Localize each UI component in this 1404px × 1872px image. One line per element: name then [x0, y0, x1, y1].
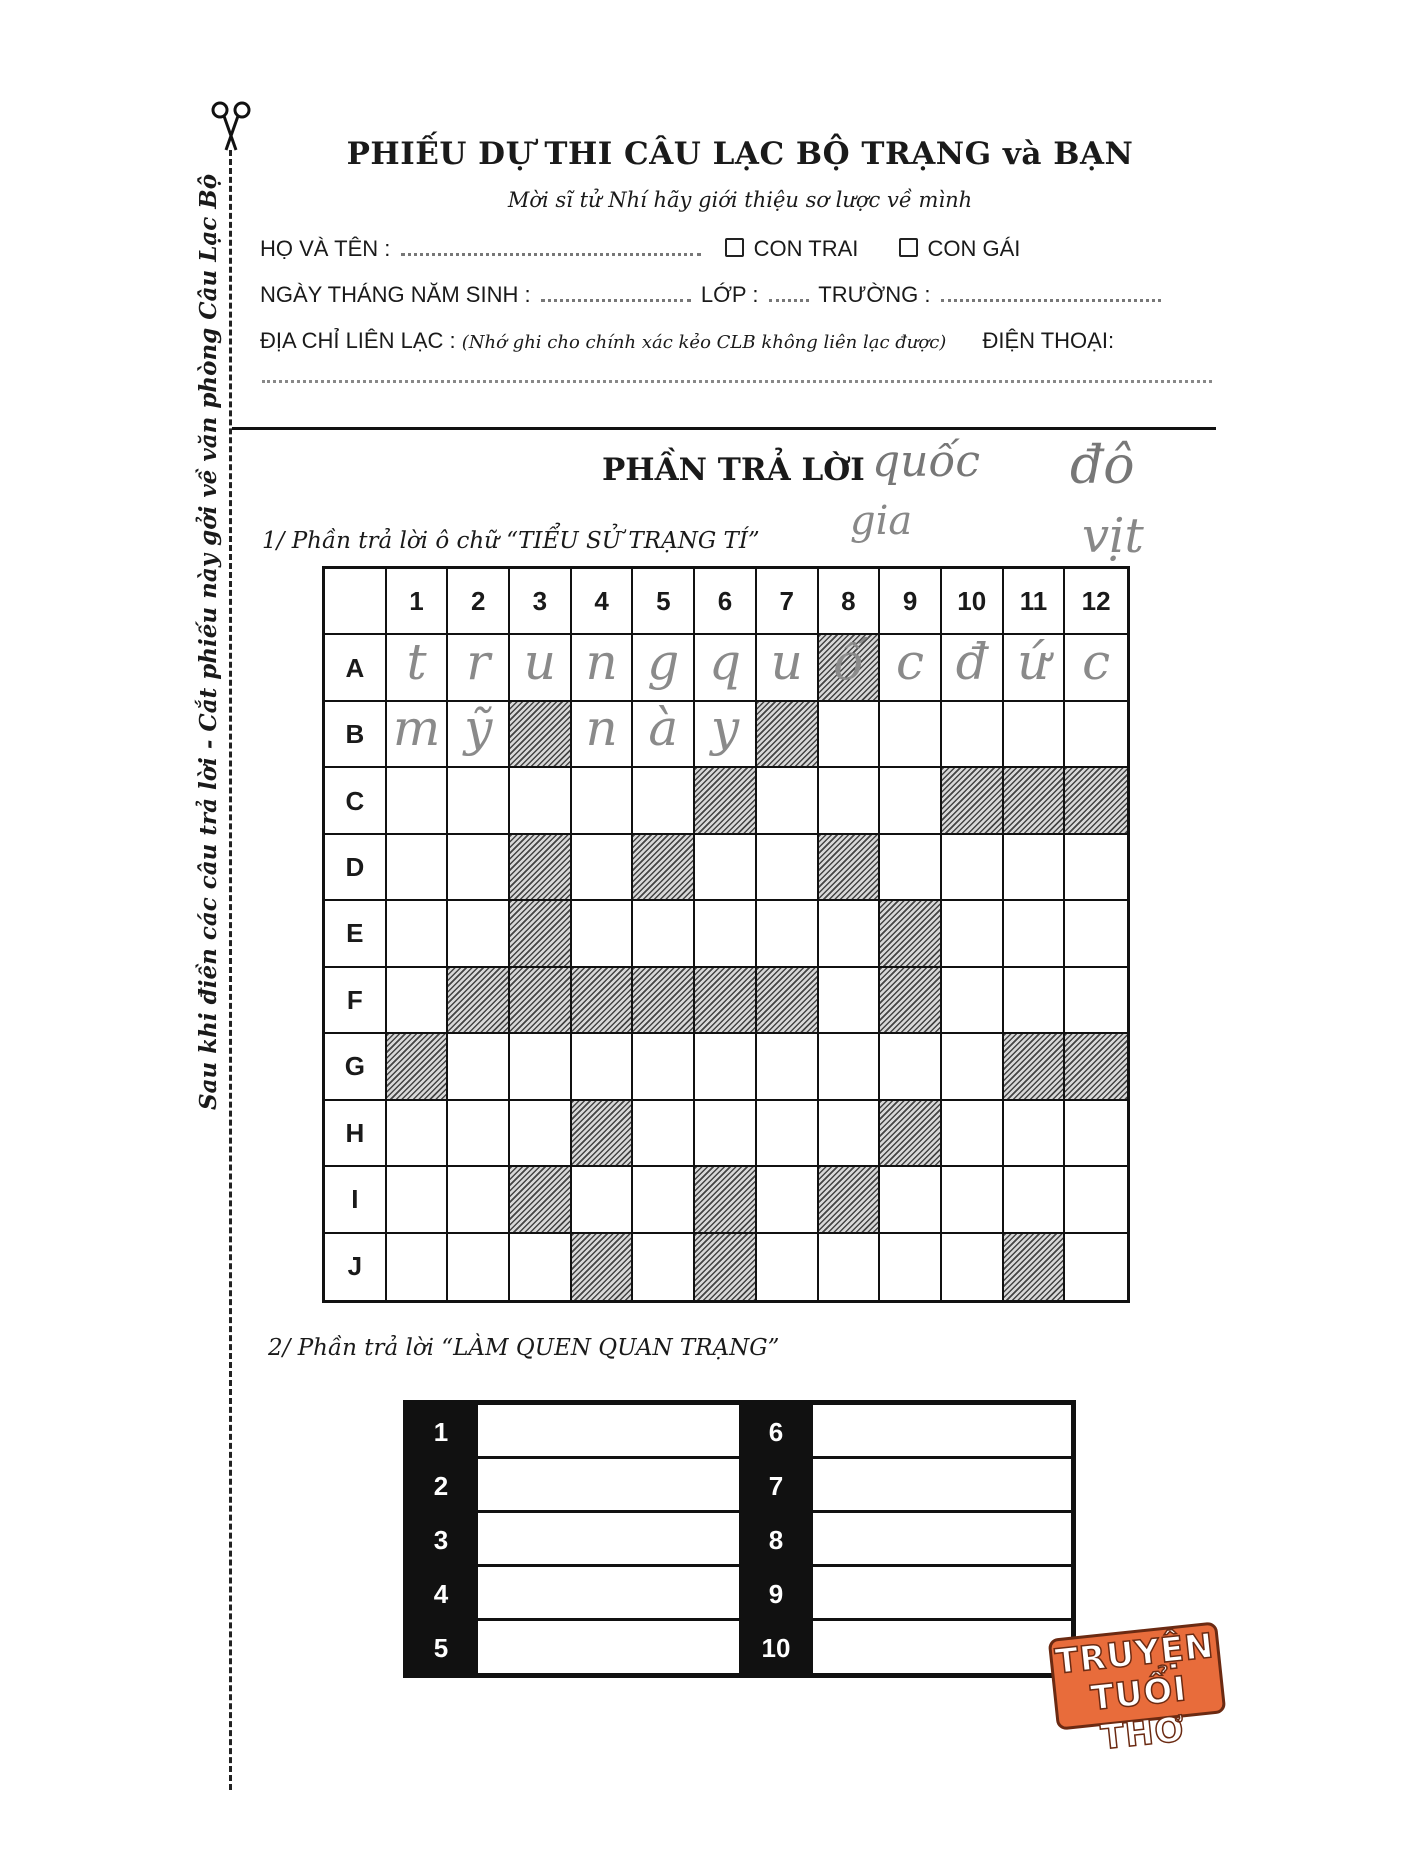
letter-cell[interactable]: [633, 1101, 695, 1167]
name-field[interactable]: [401, 239, 701, 256]
row-letter: C: [345, 785, 365, 816]
letter-cell[interactable]: [1004, 835, 1066, 901]
blocked-cell: [757, 968, 819, 1034]
row-letter: D: [345, 852, 365, 883]
column-number: 6: [717, 586, 733, 617]
letter-cell[interactable]: [1065, 835, 1127, 901]
row-letter: H: [345, 1117, 365, 1148]
quiz2-answer-1[interactable]: [476, 1403, 741, 1458]
blocked-cell: [448, 968, 510, 1034]
truyen-tuoi-tho-logo: [1048, 1621, 1227, 1758]
crossword-label: 1/ Phần trả lời ô chữ “TIỂU SỬ TRẠNG TÍ”: [262, 528, 760, 554]
letter-cell[interactable]: [880, 1234, 942, 1300]
quiz2-num: 1: [433, 1417, 449, 1447]
letter-cell[interactable]: [1004, 968, 1066, 1034]
column-header: [819, 569, 881, 635]
letter-cell[interactable]: [819, 1101, 881, 1167]
column-number: 8: [841, 586, 856, 617]
blocked-cell: [819, 1167, 881, 1233]
letter-cell[interactable]: [448, 1034, 510, 1100]
letter-cell[interactable]: [695, 835, 757, 901]
letter-cell[interactable]: [819, 702, 881, 768]
blocked-cell: [1065, 768, 1127, 834]
letter-cell[interactable]: [572, 901, 634, 967]
blocked-cell: [880, 1101, 942, 1167]
column-header: [942, 569, 1004, 635]
letter-cell[interactable]: [510, 632, 572, 701]
address-row: [260, 328, 1114, 354]
letter-cell[interactable]: [942, 1167, 1004, 1233]
letter-cell[interactable]: [1065, 968, 1127, 1034]
quiz2-num: 3: [433, 1525, 449, 1555]
quiz2-answer-3[interactable]: [476, 1511, 741, 1566]
letter-cell[interactable]: [1065, 702, 1127, 768]
letter-cell[interactable]: [448, 901, 510, 967]
letter-cell[interactable]: [510, 1234, 572, 1300]
row-letter: B: [345, 719, 365, 750]
quiz2-num: 6: [768, 1417, 784, 1447]
blocked-cell: [633, 835, 695, 901]
letter-cell[interactable]: [510, 768, 572, 834]
column-header: [880, 569, 942, 635]
quiz2-answer-4[interactable]: [476, 1565, 741, 1620]
letter-cell[interactable]: [1065, 1167, 1127, 1233]
column-number: 7: [779, 586, 794, 617]
girl-label: CON GÁI: [927, 236, 1021, 261]
class-label: LỚP :: [700, 282, 759, 307]
handwritten-letter: r: [466, 632, 491, 691]
row-header: [325, 901, 387, 967]
birth-label: NGÀY THÁNG NĂM SINH :: [260, 282, 531, 307]
section-divider: [232, 427, 1216, 430]
letter-cell[interactable]: [572, 768, 634, 834]
row-header: [325, 702, 387, 768]
letter-cell[interactable]: [1004, 901, 1066, 967]
letter-cell[interactable]: [1004, 702, 1066, 768]
letter-cell[interactable]: [572, 1034, 634, 1100]
row-letter: J: [347, 1250, 363, 1281]
blocked-cell: [510, 901, 572, 967]
column-header: [572, 569, 634, 635]
letter-cell[interactable]: [942, 702, 1004, 768]
letter-cell[interactable]: [1004, 632, 1066, 701]
handwritten-letter: n: [585, 699, 618, 758]
letter-cell[interactable]: [572, 632, 634, 701]
letter-cell[interactable]: [880, 702, 942, 768]
letter-cell[interactable]: [1065, 1234, 1127, 1300]
name-label: HỌ VÀ TÊN :: [260, 236, 391, 261]
address-field[interactable]: [262, 380, 1212, 383]
blocked-cell: [572, 1234, 634, 1300]
column-number: 9: [902, 586, 918, 617]
letter-cell[interactable]: [387, 901, 449, 967]
letter-cell[interactable]: [572, 699, 634, 768]
letter-cell[interactable]: [695, 1101, 757, 1167]
row-letter: F: [346, 984, 363, 1015]
quiz2-num: 2: [433, 1471, 449, 1501]
letter-cell[interactable]: [757, 1034, 819, 1100]
handwritten-letter: u: [770, 632, 803, 691]
grid-corner: [325, 569, 387, 635]
row-letter: I: [351, 1184, 359, 1215]
answer-heading: PHẦN TRẢ LỜI: [602, 452, 865, 488]
row-header: [325, 635, 387, 701]
column-number: 12: [1081, 586, 1111, 617]
blocked-cell: [819, 632, 881, 701]
handwritten-letter: t: [406, 632, 427, 691]
logo-line1: TRUYỆN: [1053, 1625, 1216, 1683]
blocked-cell: [819, 835, 881, 901]
handwritten-letter: n: [585, 632, 618, 691]
handwritten-letter: u: [523, 632, 556, 691]
column-number: 1: [409, 586, 424, 617]
quiz2-label: 2/ Phần trả lời “LÀM QUEN QUAN TRẠNG”: [268, 1335, 780, 1361]
letter-cell[interactable]: [757, 768, 819, 834]
letter-cell[interactable]: [757, 1101, 819, 1167]
letter-cell[interactable]: [572, 1167, 634, 1233]
letter-cell[interactable]: [695, 1034, 757, 1100]
letter-cell[interactable]: [448, 699, 510, 768]
handwritten-letter: ứ: [1017, 632, 1050, 691]
letter-cell[interactable]: [880, 835, 942, 901]
blocked-cell: [1004, 768, 1066, 834]
letter-cell[interactable]: [448, 835, 510, 901]
letter-cell[interactable]: [448, 1167, 510, 1233]
cut-instruction: Sau khi điền các câu trả lời - Cắt phiếu này gởi về văn phòng Câu Lạc Bộ: [195, 173, 222, 1110]
letter-cell[interactable]: [695, 699, 757, 768]
blocked-cell: [510, 1167, 572, 1233]
letter-cell[interactable]: [942, 901, 1004, 967]
blocked-cell: [695, 768, 757, 834]
handwriting-vit: vịt: [1082, 508, 1144, 564]
row-header: [325, 1234, 387, 1300]
handwriting-quoc: quốc: [872, 436, 981, 487]
letter-cell[interactable]: [880, 1034, 942, 1100]
phone-label: ĐIỆN THOẠI:: [982, 328, 1115, 353]
handwritten-letter: m: [392, 699, 441, 758]
letter-cell[interactable]: [387, 632, 449, 701]
letter-cell[interactable]: [819, 768, 881, 834]
form-subtitle: Mời sĩ tử Nhí hãy giới thiệu sơ lược về mình: [507, 188, 973, 212]
column-header: [695, 569, 757, 635]
quiz2-table: [403, 1400, 1076, 1678]
quiz2-right-numbers: [741, 1403, 811, 1675]
quiz2-num: 9: [768, 1579, 784, 1609]
row-header: [325, 1167, 387, 1233]
handwriting-gia: gia: [850, 498, 913, 544]
blocked-cell: [1004, 1234, 1066, 1300]
letter-cell[interactable]: [1004, 1101, 1066, 1167]
handwritten-letter: à: [648, 699, 679, 758]
boy-label: CON TRAI: [753, 236, 859, 261]
handwritten-letter: q: [708, 632, 741, 691]
letter-cell[interactable]: [942, 1034, 1004, 1100]
name-row: [260, 236, 1020, 262]
letter-cell[interactable]: [880, 768, 942, 834]
blocked-cell: [942, 768, 1004, 834]
blocked-cell: [695, 1167, 757, 1233]
row-header: [325, 968, 387, 1034]
letter-cell[interactable]: [942, 1234, 1004, 1300]
letter-cell[interactable]: [387, 768, 449, 834]
row-letter: E: [346, 918, 364, 949]
quiz2-num: 5: [433, 1633, 449, 1663]
letter-cell[interactable]: [633, 768, 695, 834]
letter-cell[interactable]: [387, 1101, 449, 1167]
letter-cell[interactable]: [819, 968, 881, 1034]
quiz2-answer-9[interactable]: [811, 1565, 1073, 1620]
letter-cell[interactable]: [387, 1234, 449, 1300]
letter-cell[interactable]: [510, 1034, 572, 1100]
letter-cell[interactable]: [757, 1167, 819, 1233]
letter-cell[interactable]: [448, 768, 510, 834]
letter-cell[interactable]: [572, 835, 634, 901]
handwritten-letter: c: [1082, 632, 1111, 691]
blocked-cell: [880, 968, 942, 1034]
quiz2-answer-8[interactable]: [811, 1511, 1073, 1566]
quiz2-left-numbers: [406, 1403, 476, 1675]
letter-cell[interactable]: [695, 901, 757, 967]
letter-cell[interactable]: [942, 835, 1004, 901]
column-number: 11: [1019, 586, 1048, 617]
school-label: TRƯỜNG :: [818, 282, 931, 307]
quiz2-num: 10: [761, 1633, 791, 1663]
column-number: 2: [470, 586, 486, 617]
handwritten-letter: ỹ: [464, 699, 493, 758]
letter-cell[interactable]: [448, 1101, 510, 1167]
column-number: 4: [594, 586, 609, 617]
form-title: PHIẾU DỰ THI CÂU LẠC BỘ TRẠNG và BẠN: [346, 136, 1134, 172]
quiz2-answer-10[interactable]: [811, 1619, 1073, 1675]
column-header: [1065, 569, 1127, 635]
girl-checkbox[interactable]: [899, 238, 918, 257]
column-header: [387, 569, 449, 635]
address-note: (Nhớ ghi cho chính xác kẻo CLB không liên lạc được): [461, 332, 947, 353]
column-header: [510, 569, 572, 635]
blocked-cell: [510, 835, 572, 901]
address-label: ĐỊA CHỈ LIÊN LẠC :: [260, 328, 456, 353]
school-field[interactable]: [941, 285, 1161, 302]
letter-cell[interactable]: [757, 835, 819, 901]
blocked-cell: [1004, 1034, 1066, 1100]
letter-cell[interactable]: [633, 632, 695, 701]
handwritten-letter: c: [896, 632, 925, 691]
letter-cell[interactable]: [510, 1101, 572, 1167]
column-number: 10: [957, 586, 987, 617]
blocked-cell: [880, 901, 942, 967]
quiz2-num: 8: [768, 1525, 784, 1555]
handwritten-letter: đ: [955, 632, 988, 691]
cut-line: [229, 150, 232, 1790]
letter-cell[interactable]: [1065, 632, 1127, 701]
blocked-cell: [695, 1234, 757, 1300]
handwritten-letter: y: [710, 699, 740, 758]
row-letter: A: [345, 652, 365, 683]
letter-cell[interactable]: [387, 699, 449, 768]
letter-cell[interactable]: [942, 1101, 1004, 1167]
row-header: [325, 768, 387, 834]
blocked-cell: [510, 702, 572, 768]
blocked-cell: [633, 968, 695, 1034]
crossword-grid: [322, 566, 1130, 1303]
letter-cell[interactable]: [757, 901, 819, 967]
row-header: [325, 835, 387, 901]
letter-cell[interactable]: [1065, 1101, 1127, 1167]
class-field[interactable]: [769, 285, 809, 302]
blocked-cell: [695, 968, 757, 1034]
letter-cell[interactable]: [633, 1034, 695, 1100]
letter-cell[interactable]: [1065, 901, 1127, 967]
column-header: [448, 569, 510, 635]
blocked-cell: [387, 1034, 449, 1100]
letter-cell[interactable]: [633, 1234, 695, 1300]
letter-cell[interactable]: [819, 1234, 881, 1300]
column-header: [633, 569, 695, 635]
blocked-cell: [572, 1101, 634, 1167]
letter-cell[interactable]: [387, 968, 449, 1034]
letter-cell[interactable]: [757, 632, 819, 701]
handwritten-letter: g: [647, 632, 680, 691]
row-header: [325, 1101, 387, 1167]
blocked-cell: [1065, 1034, 1127, 1100]
boy-checkbox[interactable]: [725, 238, 744, 257]
quiz2-answer-7[interactable]: [811, 1457, 1073, 1512]
column-number: 3: [532, 586, 548, 617]
blocked-cell: [510, 968, 572, 1034]
letter-cell[interactable]: [1004, 1167, 1066, 1233]
letter-cell[interactable]: [819, 1034, 881, 1100]
quiz2-answer-5[interactable]: [476, 1619, 741, 1675]
letter-cell[interactable]: [633, 1167, 695, 1233]
letter-cell[interactable]: [633, 699, 695, 768]
quiz2-num: 7: [768, 1471, 784, 1501]
letter-cell[interactable]: [819, 901, 881, 967]
quiz2-answer-6[interactable]: [811, 1403, 1073, 1458]
birth-field[interactable]: [541, 285, 691, 302]
handwriting-do: đô: [1070, 436, 1135, 496]
quiz2-answer-2[interactable]: [476, 1457, 741, 1512]
letter-cell[interactable]: [880, 1167, 942, 1233]
row-letter: G: [344, 1051, 365, 1082]
letter-cell[interactable]: [387, 835, 449, 901]
letter-cell[interactable]: [695, 632, 757, 701]
blocked-cell: [572, 968, 634, 1034]
handwritten-letter: ố: [833, 632, 864, 691]
column-header: [757, 569, 819, 635]
quiz2-num: 4: [433, 1579, 449, 1609]
birth-row: [260, 282, 1165, 308]
row-header: [325, 1034, 387, 1100]
logo-line2: TUỔI THƠ: [1088, 1668, 1189, 1758]
blocked-cell: [757, 702, 819, 768]
letter-cell[interactable]: [448, 1234, 510, 1300]
letter-cell[interactable]: [942, 632, 1004, 701]
letter-cell[interactable]: [633, 901, 695, 967]
column-number: 5: [656, 586, 671, 617]
column-header: [1004, 569, 1066, 635]
letter-cell[interactable]: [448, 632, 510, 701]
letter-cell[interactable]: [387, 1167, 449, 1233]
letter-cell[interactable]: [880, 632, 942, 701]
letter-cell[interactable]: [757, 1234, 819, 1300]
letter-cell[interactable]: [942, 968, 1004, 1034]
